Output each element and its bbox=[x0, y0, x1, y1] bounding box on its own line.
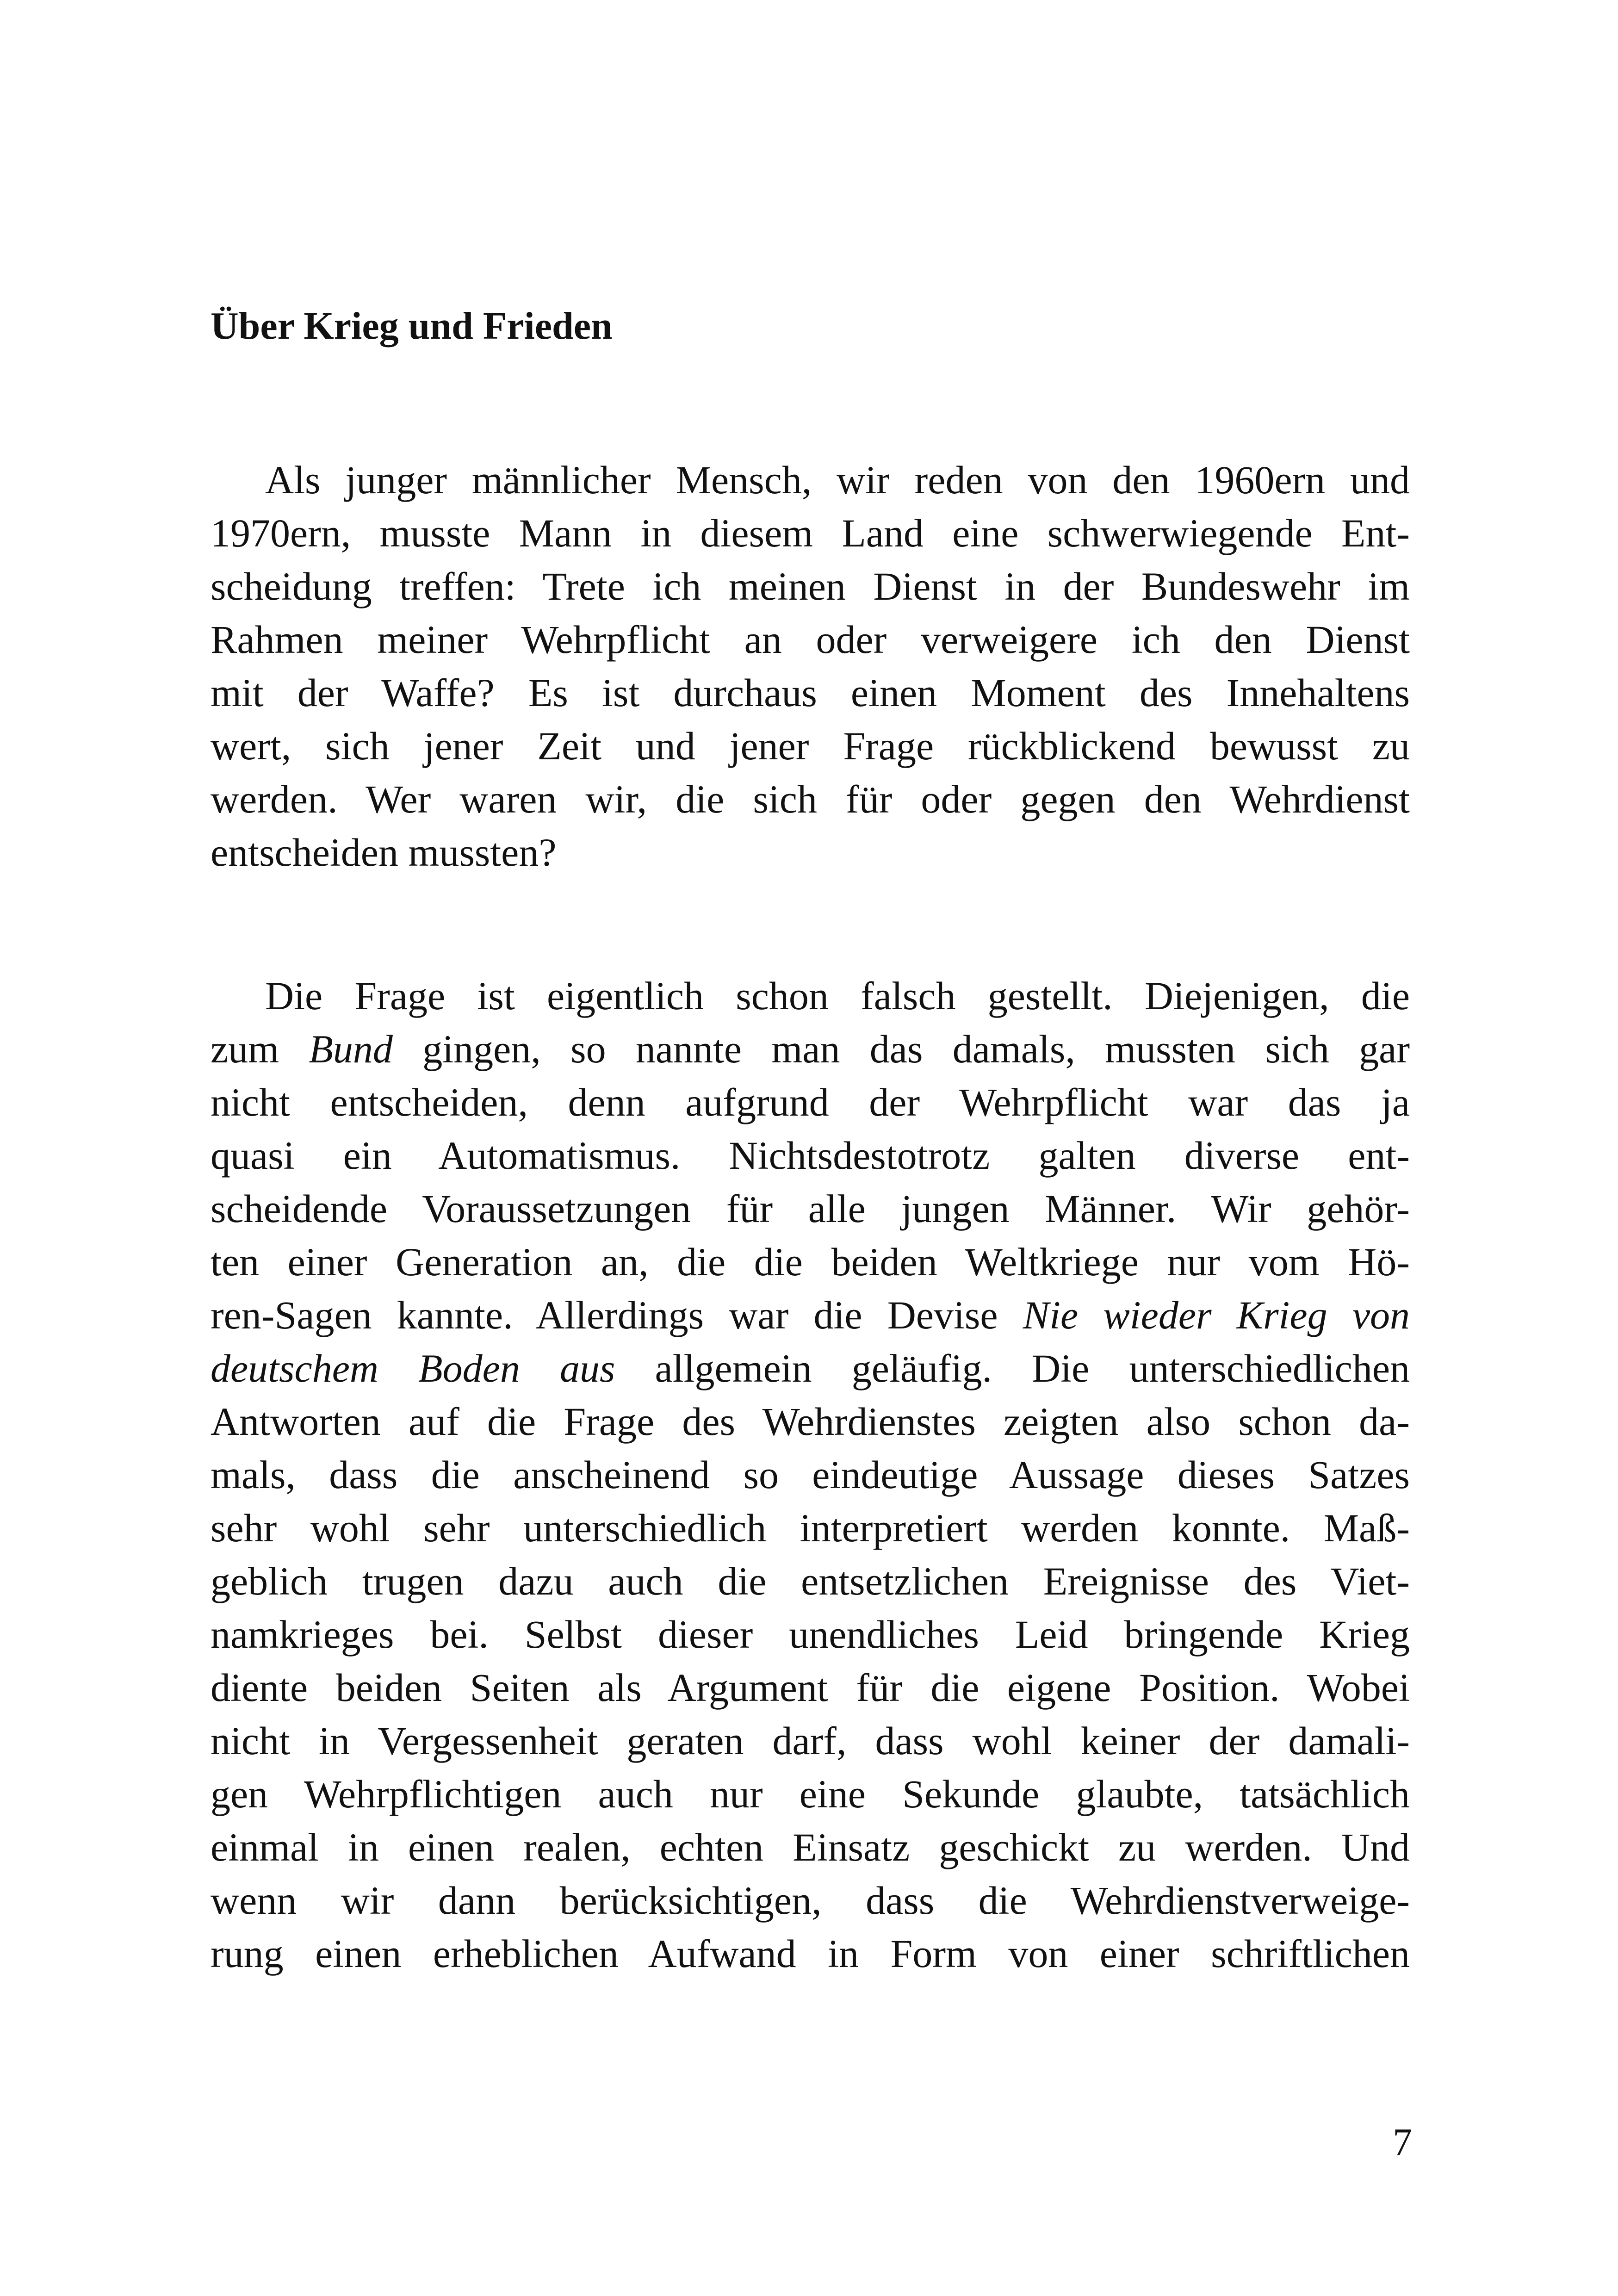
text-line: namkrieges bei. Selbst dieser unendliches Leid bringende Krieg bbox=[211, 1612, 1410, 1657]
text-line: mals, dass die anscheinend so eindeutige Aussage dieses Satzes bbox=[211, 1452, 1410, 1497]
emphasis-quote: Nie wieder Krieg von bbox=[1023, 1293, 1410, 1337]
text-line: diente beiden Seiten als Argument für die eigene Position. Wobei bbox=[211, 1665, 1410, 1710]
text-line: scheidung treffen: Trete ich meinen Dienst in der Bundeswehr im bbox=[211, 564, 1410, 608]
text-line: Als junger männlicher Mensch, wir reden von den 1960ern und bbox=[265, 458, 1410, 502]
text-line: ren-Sagen kannte. Allerdings war die Devise Nie wieder Krieg von bbox=[211, 1293, 1410, 1337]
text-line: wert, sich jener Zeit und jener Frage rückblickend bewusst zu bbox=[211, 724, 1410, 768]
text-line: geblich trugen dazu auch die entsetzlichen Ereignisse des Viet- bbox=[211, 1559, 1410, 1603]
paragraph-2 bbox=[211, 969, 1410, 1980]
text-line: deutschem Boden aus allgemein geläufig. Die unterschiedlichen bbox=[211, 1346, 1410, 1390]
emphasis-quote: deutschem Boden aus bbox=[211, 1346, 615, 1390]
chapter-title: Über Krieg und Frieden bbox=[211, 304, 613, 348]
text-line: Die Frage ist eigentlich schon falsch gestellt. Diejenigen, die bbox=[265, 974, 1410, 1018]
text-line: rung einen erheblichen Aufwand in Form von einer schriftlichen bbox=[211, 1931, 1410, 1976]
text-line: quasi ein Automatismus. Nichtsdestotrotz galten diverse ent- bbox=[211, 1133, 1410, 1178]
text-line: Rahmen meiner Wehrpflicht an oder verweigere ich den Dienst bbox=[211, 617, 1410, 662]
text-line: einmal in einen realen, echten Einsatz geschickt zu werden. Und bbox=[211, 1825, 1410, 1869]
text-line: werden. Wer waren wir, die sich für oder gegen den Wehrdienst bbox=[211, 777, 1410, 821]
page-number: 7 bbox=[1393, 2121, 1412, 2164]
text-line: entscheiden mussten? bbox=[211, 830, 557, 875]
text-line: sehr wohl sehr unterschiedlich interpretiert werden konnte. Maß- bbox=[211, 1506, 1410, 1550]
text-line: zum Bund gingen, so nannte man das damals, mussten sich gar bbox=[211, 1027, 1410, 1071]
emphasis-term: Bund bbox=[309, 1027, 393, 1071]
text-line: wenn wir dann berücksichtigen, dass die Wehrdienstverweige- bbox=[211, 1878, 1410, 1923]
text-line: scheidende Voraussetzungen für alle jungen Männer. Wir gehör- bbox=[211, 1186, 1410, 1231]
text-line: nicht entscheiden, denn aufgrund der Wehrpflicht war das ja bbox=[211, 1080, 1410, 1124]
text-line: Antworten auf die Frage des Wehrdienstes zeigten also schon da- bbox=[211, 1399, 1410, 1444]
paragraph-1 bbox=[211, 453, 1410, 879]
text-line: gen Wehrpflichtigen auch nur eine Sekunde glaubte, tatsächlich bbox=[211, 1772, 1410, 1816]
text-line: 1970ern, musste Mann in diesem Land eine schwerwiegende Ent- bbox=[211, 511, 1410, 555]
text-line: ten einer Generation an, die die beiden Weltkriege nur vom Hö- bbox=[211, 1240, 1410, 1284]
text-line: nicht in Vergessenheit geraten darf, dass wohl keiner der damali- bbox=[211, 1719, 1410, 1763]
text-line: mit der Waffe? Es ist durchaus einen Moment des Innehaltens bbox=[211, 670, 1410, 715]
